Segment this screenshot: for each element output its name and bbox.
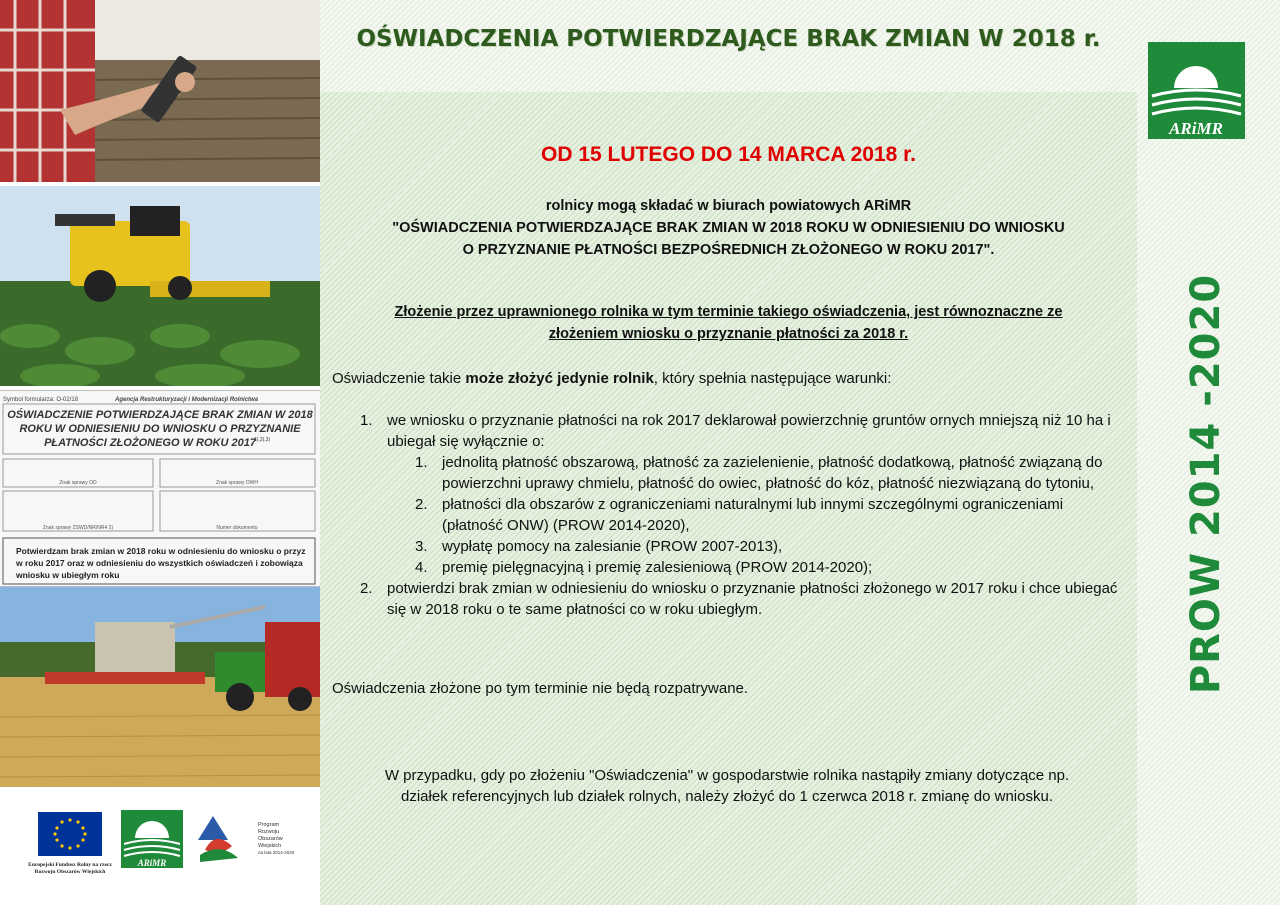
left-photo-column (0, 0, 320, 905)
prow-logo-line-1: Program (258, 822, 280, 828)
changes-note-line-1: W przypadku, gdy po złożeniu "Oświadczenia" w gospodarstwie rolnika nastąpiły zmiany dotyczące np. (384, 767, 1070, 784)
form-label-3: Znak sprawy ZSWD/NR/NR4 2) (42, 525, 114, 531)
notice-line-1: Złożenie przez uprawnionego rolnika w tym terminie takiego oświadczenia, jest równoznaczne ze (394, 304, 1063, 320)
form-document-image (0, 390, 320, 587)
funding-logos (0, 800, 320, 880)
late-submission-note: Oświadczenia złożone po tym terminie nie będą rozpatrywane. (332, 680, 749, 697)
prow-logo-line-3: Obszarów (258, 836, 283, 842)
page-title: OŚWIADCZENIA POTWIERDZAJĄCE BRAK ZMIAN W 2018 r. (356, 26, 1101, 52)
prow-program-logo-icon (188, 808, 295, 870)
lead-post: , który spełnia następujące warunki: (653, 370, 892, 387)
submission-period: OD 15 LUTEGO DO 14 MARCA 2018 r. (541, 143, 916, 166)
intro-line-1: rolnicy mogą składać w biurach powiatowych ARiMR (545, 198, 912, 214)
list-item (415, 557, 1120, 578)
form-title-line-3: PŁATNOŚCI ZŁOŻONEGO W ROKU 2017 (44, 437, 256, 449)
list-item (415, 494, 1120, 536)
form-label-4: Numer dokumentu (216, 525, 258, 531)
arimr-small-logo-text: ARiMR (137, 858, 167, 868)
list-item-text: we wniosku o przyznanie płatności na rok 2017 deklarował powierzchnię gruntów ornych mniejszą niż 10 ha i ubiegał się wyłącznie o: (387, 412, 1111, 450)
form-label-2: Znak sprawy OWH (216, 480, 258, 486)
lead-bold: może złożyć jedynie rolnik (465, 370, 654, 387)
list-item (360, 578, 1120, 620)
list-item-number: 1. (415, 454, 428, 471)
list-item-text: premię pielęgnacyjną i premię zalesieniową (PROW 2014-2020); (442, 559, 873, 576)
intro-line-2: "OŚWIADCZENIA POTWIERDZAJĄCE BRAK ZMIAN W 2018 ROKU W ODNIESIENIU DO WNIOSKU (392, 220, 1065, 236)
lead-pre: Oświadczenie takie (332, 370, 466, 387)
notice-line-2: złożeniem wniosku o przyznanie płatności za 2018 r. (548, 326, 909, 342)
changes-note-line-2: działek referencyjnych lub działek rolnych, należy złożyć do 1 czerwca 2018 r. zmianę do wniosku. (401, 788, 1053, 805)
form-title-line-1: OŚWIADCZENIE POTWIERDZAJĄCE BRAK ZMIAN W 2018 (7, 409, 313, 421)
form-body-line-1: Potwierdzam brak zmian w 2018 roku w odniesieniu do wniosku o przyz (16, 546, 306, 556)
list-item (415, 452, 1120, 494)
prow-logo-line-5: na lata 2014-2020 (258, 850, 295, 855)
list-item-number: 4. (415, 559, 428, 576)
combine-harvester-photo (0, 186, 320, 386)
list-item-text: potwierdzi brak zmian w odniesieniu do wniosku o przyznanie płatności złożonego w 2017 roku i chce ubiegać się w 2018 roku o te same płatności co w roku ubiegłym. (387, 580, 1118, 618)
list-item-text: płatności dla obszarów z ograniczeniami naturalnymi lub innymi szczególnymi ograniczeniami (płatność ONW) (PROW 2014-2020), (442, 496, 1064, 534)
eligibility-lead (332, 368, 1122, 389)
arimr-logo (1148, 42, 1245, 139)
intro-line-3: O PRZYZNANIE PŁATNOŚCI BEZPOŚREDNICH ZŁOŻONEGO W ROKU 2017". (462, 242, 995, 258)
eu-caption-line-1: Europejski Fundusz Rolny na rzecz (28, 862, 112, 868)
form-title-sup: 1),2),3) (254, 437, 271, 443)
intro-text (330, 195, 1127, 261)
list-item-number: 3. (415, 538, 428, 555)
prow-label-text: PROW 2014 -2020 (1183, 273, 1229, 695)
prow-logo-line-4: Wiejskich (258, 843, 282, 849)
farmer-tablet-photo (0, 0, 320, 182)
form-agency-text: Agencja Restrukturyzacji i Modernizacji Rolnictwa (115, 397, 259, 403)
list-item (415, 536, 1120, 557)
form-body-line-3: wniosku w ubiegłym roku (16, 570, 120, 580)
form-body-line-2: w roku 2017 oraz w odniesieniu do wszystkich oświadczeń i zobowiąza (16, 558, 303, 568)
form-symbol-text: Symbol formularza: O-02/18 (3, 397, 79, 403)
list-item-number: 2. (415, 496, 428, 513)
list-item-number: 1. (360, 412, 373, 429)
list-item-number: 2. (360, 580, 373, 597)
arimr-small-logo-icon (121, 810, 183, 868)
list-item-text: wypłatę pomocy na zalesianie (PROW 2007-2013), (442, 538, 783, 555)
arimr-logo-text: ARiMR (1169, 119, 1223, 138)
harvest-tractor-photo (0, 587, 320, 787)
changes-note (332, 765, 1122, 807)
eu-caption-line-2: Rozwoju Obszarów Wiejskich (34, 869, 106, 875)
list-item (360, 410, 1120, 578)
list-item-text: jednolitą płatność obszarową, płatność za zazielenienie, płatność dodatkową, płatność związaną do powierzchni uprawy chmielu, płatność do owiec, płatność do kóz, płatność niezwiązaną do tytoniu, (442, 454, 1103, 492)
subconditions-list (387, 452, 1120, 578)
equivalence-notice (340, 301, 1117, 345)
form-title-line-2: ROKU W ODNIESIENIU DO WNIOSKU O PRZYZNANIE (19, 423, 301, 435)
prow-logo-line-2: Rozwoju (258, 829, 280, 835)
conditions-list (360, 410, 1120, 620)
form-label-1: Znak sprawy OD (59, 480, 97, 486)
